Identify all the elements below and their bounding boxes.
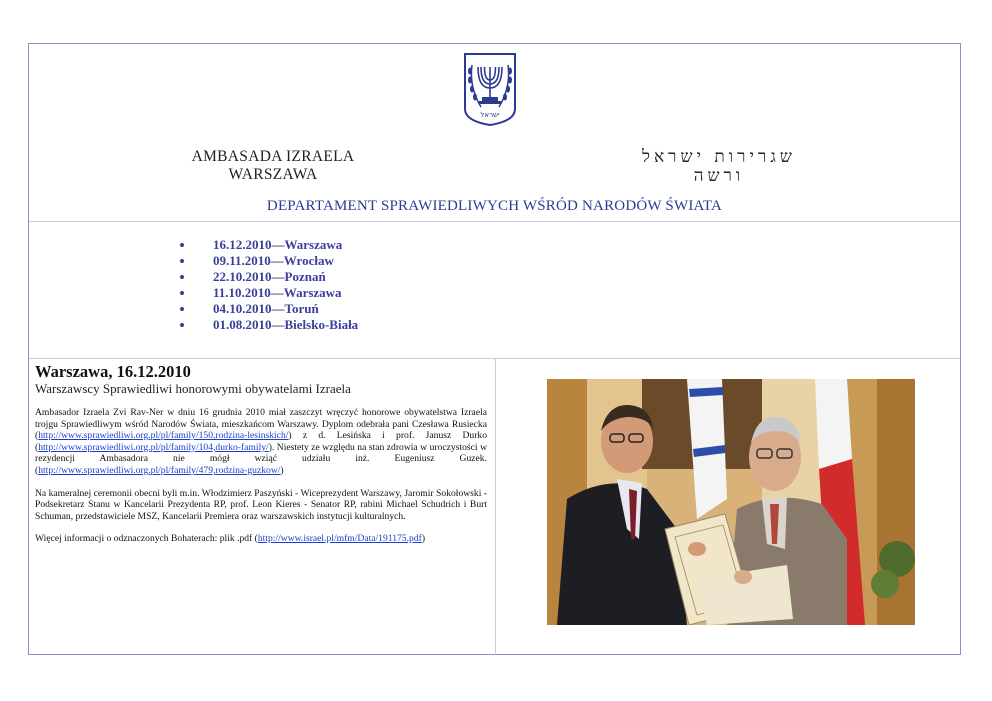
article-section bbox=[29, 358, 960, 655]
date-list-item bbox=[175, 285, 358, 301]
paragraph-text: ) bbox=[421, 533, 426, 545]
emblem-caption: ישראל bbox=[480, 111, 500, 119]
embassy-name-polish bbox=[188, 148, 358, 184]
article-title: Warszawa, 16.12.2010 bbox=[35, 362, 191, 381]
bullet-icon bbox=[180, 307, 184, 311]
embassy-name-hebrew-line: שגרירות ישראל bbox=[642, 147, 796, 167]
department-title: DEPARTAMENT SPRAWIEDLIWYCH WŚRÓD NARODÓW ŚWIATA bbox=[266, 198, 723, 214]
article-paragraph-1 bbox=[35, 407, 487, 477]
date-list-label[interactable]: 09.11.2010—Wrocław bbox=[213, 253, 334, 268]
bullet-icon bbox=[180, 243, 184, 247]
israel-emblem-icon bbox=[461, 51, 519, 127]
date-list-label[interactable]: 16.12.2010—Warszawa bbox=[213, 237, 343, 252]
date-list-label[interactable]: 04.10.2010—Toruń bbox=[213, 301, 319, 316]
bullet-icon bbox=[180, 275, 184, 279]
date-list-label[interactable]: 11.10.2010—Warszawa bbox=[213, 285, 342, 300]
bullet-icon bbox=[180, 323, 184, 327]
letterhead bbox=[29, 44, 960, 222]
paragraph-text: ) bbox=[280, 464, 284, 476]
article-text-column bbox=[35, 362, 487, 556]
date-list-item bbox=[175, 253, 358, 269]
date-list-label[interactable]: 01.08.2010—Bielsko-Biała bbox=[213, 317, 359, 332]
link-durko-family[interactable]: http://www.sprawiedliwi.org.pl/pl/family/104,durko-family/ bbox=[38, 441, 269, 453]
date-list-item bbox=[175, 301, 358, 317]
page-frame bbox=[28, 43, 961, 655]
paragraph-text: ) z d. Lesińska i prof. Janusz Durko ( bbox=[35, 430, 487, 453]
embassy-city-line: WARSZAWA bbox=[228, 166, 318, 183]
bullet-icon bbox=[180, 259, 184, 263]
link-rodzina-guzkow[interactable]: http://www.sprawiedliwi.org.pl/pl/family/479,rodzina-guzkow/ bbox=[38, 464, 281, 476]
ceremony-photo bbox=[547, 379, 915, 625]
date-list-label[interactable]: 22.10.2010—Poznań bbox=[213, 269, 326, 284]
embassy-name-line: AMBASADA IZRAELA bbox=[191, 148, 355, 165]
paragraph-text: ). Niestety ze względu na stan zdrowia w uroczystości w rezydencji Ambasadora nie mógł wziąć udziału inż. Eugeniusz Guzek. ( bbox=[35, 441, 487, 476]
date-list bbox=[175, 237, 358, 333]
date-list-item bbox=[175, 269, 358, 285]
link-pdf-info[interactable]: http://www.israel.pl/mfm/Data/191175.pdf bbox=[257, 533, 422, 545]
article-subtitle: Warszawscy Sprawiedliwi honorowymi obywatelami Izraela bbox=[35, 381, 351, 396]
date-list-item bbox=[175, 317, 358, 333]
column-divider bbox=[495, 358, 496, 655]
embassy-city-hebrew-line: ורשה bbox=[693, 166, 745, 186]
paragraph-text: Więcej informacji o odznaczonych Bohaterach: plik .pdf ( bbox=[35, 533, 258, 545]
event-date-list bbox=[29, 221, 960, 359]
bullet-icon bbox=[180, 291, 184, 295]
date-list-item bbox=[175, 237, 358, 253]
embassy-name-hebrew bbox=[629, 148, 809, 186]
link-rodzina-lesinskich[interactable]: http://www.sprawiedliwi.org.pl/pl/family/150,rodzina-lesinskich/ bbox=[38, 430, 289, 442]
article-paragraph-2: Na kameralnej ceremonii obecni byli m.in. Włodzimierz Paszyński - Wiceprezydent Warszawy, Jaromir Sokołowski - Podsekretarz Stanu w Kancelarii Prezydenta RP, prof. Leon Kieres - Senator RP, rabini Michael Schudrich i Burt Schuman, przedstawiciele MSZ, Kancelarii Premiera oraz warszawskich instytucji kulturalnych. bbox=[35, 487, 487, 522]
article-paragraph-3 bbox=[35, 533, 487, 545]
paragraph-text: Ambasador Izraela Zvi Rav-Ner w dniu 16 grudnia 2010 miał zaszczyt wręczyć honorowe obywatelstwa Izraela trojgu Sprawiedliwym wśród Narodów Świata, mieszkańcom Warszawy. Dyplom odebrała pani Czesława Rusiecka ( bbox=[35, 407, 487, 442]
